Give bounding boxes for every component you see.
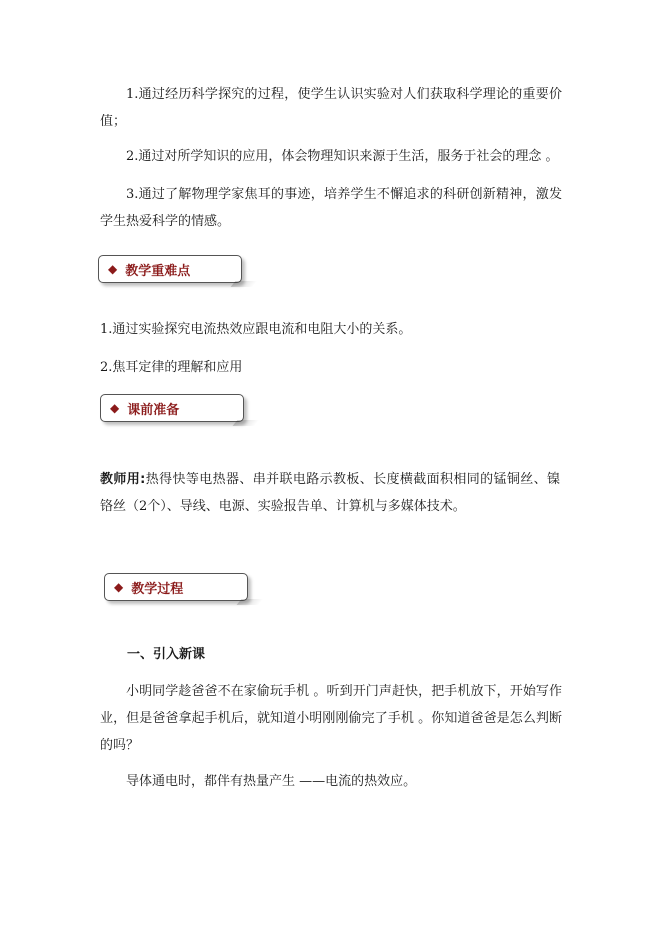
diamond-bullet-icon: ◆ (114, 580, 124, 594)
teacher-materials-list: 热得快等电热器、串并联电路示教板、长度横截面积相同的锰铜丝、镍铬丝（2个）、导线、电源、实验报告单、计算机与多媒体技术。 (100, 472, 560, 514)
teacher-materials-label: 教师用: (100, 472, 146, 487)
diamond-bullet-icon: ◆ (110, 401, 120, 415)
intro-paragraph: 小明同学趁爸爸不在家偷玩手机 。听到开门声赶快，把手机放下，开始写作业，但是爸爸拿起手机后，就知道小明刚刚偷完了手机 。你知道爸爸是怎么判断的吗？ (100, 684, 562, 753)
heading-process (104, 573, 248, 601)
diamond-bullet-icon: ◆ (108, 262, 118, 276)
preparation-text (100, 466, 560, 520)
key-point-2: 2.焦耳定律的理解和应用 (100, 360, 243, 375)
goal-2: 2.通过对所学知识的应用，体会物理知识来源于生活，服务于社会的理念 。 (126, 149, 559, 164)
heading-preparation-label: 课前准备 (127, 402, 180, 418)
subheading-intro: 一、引入新课 (127, 647, 206, 662)
heading-process-label: 教学过程 (131, 581, 184, 597)
key-point-1: 1.通过实验探究电流热效应跟电流和电阻大小的关系。 (100, 322, 412, 337)
heading-key-points (98, 255, 242, 283)
heat-effect-paragraph: 导体通电时，都伴有热量产生 ——电流的热效应。 (126, 774, 417, 789)
goal-3: 3.通过了解物理学家焦耳的事迹，培养学生不懈追求的科研创新精神，激发学生热爱科学的情感。 (100, 187, 562, 229)
heading-key-points-label: 教学重难点 (125, 263, 191, 279)
goal-1: 1.通过经历科学探究的过程，使学生认识实验对人们获取科学理论的重要价值； (100, 87, 562, 129)
heading-preparation (100, 394, 244, 422)
